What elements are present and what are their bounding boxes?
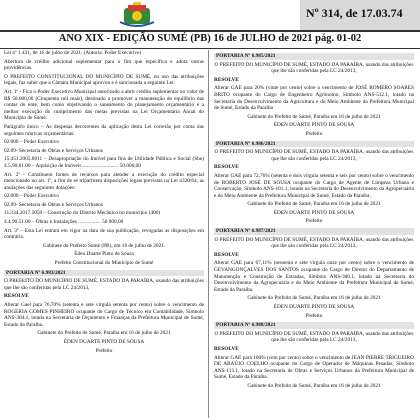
- portaria-signatory: ÉDEN DUARTE PINTO DE SOUSA: [273, 122, 355, 129]
- portaria-place-date: Gabinete do Prefeito de Sumé, Paraíba em 16 de julho de 2021: [247, 382, 381, 389]
- dateline-bar: [0, 30, 420, 49]
- portaria-resolve: RESOLVE: [214, 251, 239, 258]
- column-divider: [208, 50, 209, 418]
- portaria-preamble: O PREFEITO DO MUNICÍPIO DE SUMÉ, ESTADO DA PARAÍBA, usando das atribuições que lhe são conferidas pela LC 24/2013,: [214, 61, 414, 75]
- portaria-place-date: Gabinete do Prefeito de Sumé, Paraíba em 16 de julho de 2021: [247, 113, 381, 120]
- portaria-body: Alterar GAE para 67,11% (sessenta e sete vírgula onze por cento) sobre o vencimento de GEVANGONÇALVES DOS SANTOS ocupante do Cargo de Diretor do Departamento de Manutenção e Construção de Estradas, Símbolo ANS-306.1, lotado na Secretaria do Desenvolvimento da Agropecuária e do Meio Ambiente da Prefeitura Municipal de Sumé, Estado da Paraíba.: [214, 260, 414, 293]
- budget-secretariat: 02.09- Secretaria de Obras e Serviços Urbanos: [4, 147, 103, 154]
- law-article-1: Art. 1º - Fica o Poder Executivo Municipal autorizado a abrir crédito suplementar no valor de R$ 50.000,00 (Cinquenta mil reais), destinado a promover a manutenção do equilíbrio das contas do ente, bem como objetivando o saneamento do planejamento orçamentário e a melhor execução do cumprimento das metas previstas na Lei Orçamentária Anual do Município de Sumé.: [4, 88, 204, 122]
- portaria-signatory: ÉDEN DUARTE PINTO DE SOUSA: [273, 304, 355, 310]
- budget-line-supplement: 15.451.2005.8011 – Desapropriação do Imóvel para fins de Utilidade Pública e Social (Sbe) 4.5.90.61.00 – Aquisição de imóveis ........................... 50.000,00: [4, 156, 204, 169]
- portaria-preamble: O PREFEITO DO MUNICÍPIO DE SUMÉ, ESTADO DA PARAÍBA, usando das atribuições que lhe são conferidas pela LC 24/2013,: [214, 149, 414, 162]
- portaria-preamble: O PREFEITO DO MUNICÍPIO DE SUMÉ, ESTADO DA PARAÍBA, usando das atribuições que lhe são conferidas pela LC 24/2013,: [214, 330, 414, 344]
- portaria-place-date: Gabinete do Prefeito de Sumé, Paraíba em 16 de julho de 2021: [247, 295, 381, 302]
- right-column: [214, 50, 414, 418]
- budget-unit-2: 02.000 – Poder Executivo: [4, 193, 60, 200]
- portaria-body: Alterar GAE para 20% (vinte por cento) sobre o vencimento de JOSÉ ROMERO SOARES BRITO ocupante do Cargo de Engenheiro Agrônomo, Símbolo ANS-512.1, lotado na Secretaria do Desenvolvimento da Agricultura e do Meio Ambiente da Prefeitura Municipal de Sumé, Estado da Paraíba: [214, 85, 414, 112]
- law-preamble: O PREFEITO CONSTITUCIONAL DO MUNICÍPIO DE SUMÉ, no uso das atribuições legais, faz saber que a Câmara Municipal aprovou e é sancionada a seguinte Lei:: [4, 73, 204, 87]
- portaria-body: Alterar GAE para 72,76% (setenta e dois vírgula setenta e seis por cento) sobre o vencimento de ROBERTO JOSÉ DE SOUSA ocupante do Cargo de Agente de Limpeza Urbana e Conservação, Símbolo ANS-101.1, lotado na Secretaria do Desenvolvimento da Agropecuária e do Meio Ambiente da Prefeitura Municipal de Sumé, Estado da Paraíba.: [214, 172, 414, 199]
- municipal-coat-of-arms-icon: [118, 2, 156, 28]
- masthead: [0, 0, 420, 30]
- law-article-3: Art. 3º – Esta Lei entrará em vigor na data de sua publicação, revogadas as disposições em contrário.: [4, 227, 204, 241]
- portaria-preamble: O PREFEITO DO MUNICÍPIO DE SUMÉ, ESTADO DA PARAÍBA, usando das atribuições que lhe são conferidas pela LC 24/2013,: [4, 278, 204, 291]
- portaria-body: Alterar GAE para 100% (cem por cento) sobre o vencimento de JEAN PIERRE TRIGUEIRO DE ARAÚJO COELHO ocupante do Cargo de Operador de Máquinas Pesadas, Símbolo ANS-113.1, lotado na Secretaria de Obras e Serviços Urbanos da Prefeitura Municipal de Sumé, Estado da Paraíba.: [214, 354, 414, 381]
- portaria-header: PORTARIA Nº 6.983/2021: [4, 270, 204, 277]
- budget-secretariat-2: 02.09- Secretaria de Obras e Serviços Urbanos: [4, 201, 103, 208]
- budget-line-annulment: 11.334.2017.5050 – Construção do Distrito Mecânico no município (406): [4, 210, 161, 217]
- law-article-2: Art. 2º - Constituem fontes de recursos para atender a execução do crédito especial mencionado no art. 1º, a fim de se tripartirem disposições legais previstas na Lei 4320/64, as anulações das seguintes dotações:: [4, 171, 204, 191]
- budget-line-value: 4.4.90.51.00 – Obras e Instalações ................. 50.000,00: [4, 219, 124, 226]
- portaria-resolve: RESOLVE: [214, 76, 239, 83]
- portaria-resolve: RESOLVE: [214, 164, 239, 171]
- signatory-title: Prefeito Constitucional do Município de Sumé: [54, 260, 154, 267]
- budget-unit: 02.000 – Poder Executivo: [4, 139, 60, 146]
- portaria-resolve: RESOLVE: [4, 293, 29, 300]
- portaria-header: PORTARIA Nº 6.985/2021: [214, 53, 414, 60]
- portaria-place-date: Gabinete do Prefeito de Sumé, Paraíba em 16 de julho de 2021: [247, 201, 381, 208]
- portaria-resolve: RESOLVE: [214, 345, 239, 352]
- law-number: Lei nº 1.431, de 16 de julho de 2021. (Autoria: Poder Executivo): [4, 50, 142, 56]
- portaria-signatory-title: Prefeito: [305, 130, 323, 137]
- portaria-header: PORTARIA Nº 6.988/2021: [214, 322, 414, 329]
- signature-place-date: Gabinete do Prefeito Sumé (PB), em 16 de julho de 2021.: [42, 242, 166, 249]
- portaria-signatory-title: Prefeito: [305, 218, 323, 225]
- portaria-preamble: O PREFEITO DO MUNICÍPIO DE SUMÉ, ESTADO DA PARAÍBA, usando das atribuições que lhe são conferidas pela LC 24/2013,: [214, 236, 414, 250]
- portaria-place-date: Gabinete do Prefeito de Sumé, Paraíba em 16 de julho de 2021: [37, 330, 171, 337]
- law-paragraph-unique: Parágrafo único – As despesas decorrentes da aplicação desta Lei correrão por conta das seguintes rubricas orçamentárias:: [4, 123, 204, 137]
- portaria-body: Alterar Gael para 76,70% (setenta e sete vírgula setenta por cento) sobre o vencimento de ROGERIA GOMES PINHEIRO ocupante do Cargo de Técnico em Contabilidade, Símbolo ANS-304.1, lotada na Secretaria de Orçamento e Finanças da Prefeitura Municipal de Sumé, Estado da Paraíba.: [4, 302, 204, 328]
- edition-box: [300, 0, 420, 30]
- portaria-signatory: ÉDEN DUARTE PINTO DE SOUSA: [273, 209, 355, 216]
- law-summary: Abertura de crédito adicional suplementar para o fim que especifica e adota outras providências.: [4, 58, 204, 72]
- left-column: [4, 50, 204, 418]
- portaria-signatory: ÉDEN DUARTE PINTO DE SOUSA: [63, 338, 145, 345]
- portaria-header: PORTARIA Nº 6.986/2021: [214, 141, 414, 148]
- signatory-name: Éden Duarte Pinto de Sousa: [74, 251, 134, 258]
- portaria-signatory-title: Prefeito: [95, 347, 113, 354]
- edition-number: Nº 314, de 17.03.74: [306, 6, 403, 20]
- portaria-header: PORTARIA Nº 6.987/2021: [214, 228, 414, 235]
- portaria-signatory-title: Prefeito: [305, 312, 323, 319]
- dateline: ANO XIX - EDIÇÃO SUMÉ (PB) 16 de JULHO de 2021 pág. 01-02: [58, 33, 362, 44]
